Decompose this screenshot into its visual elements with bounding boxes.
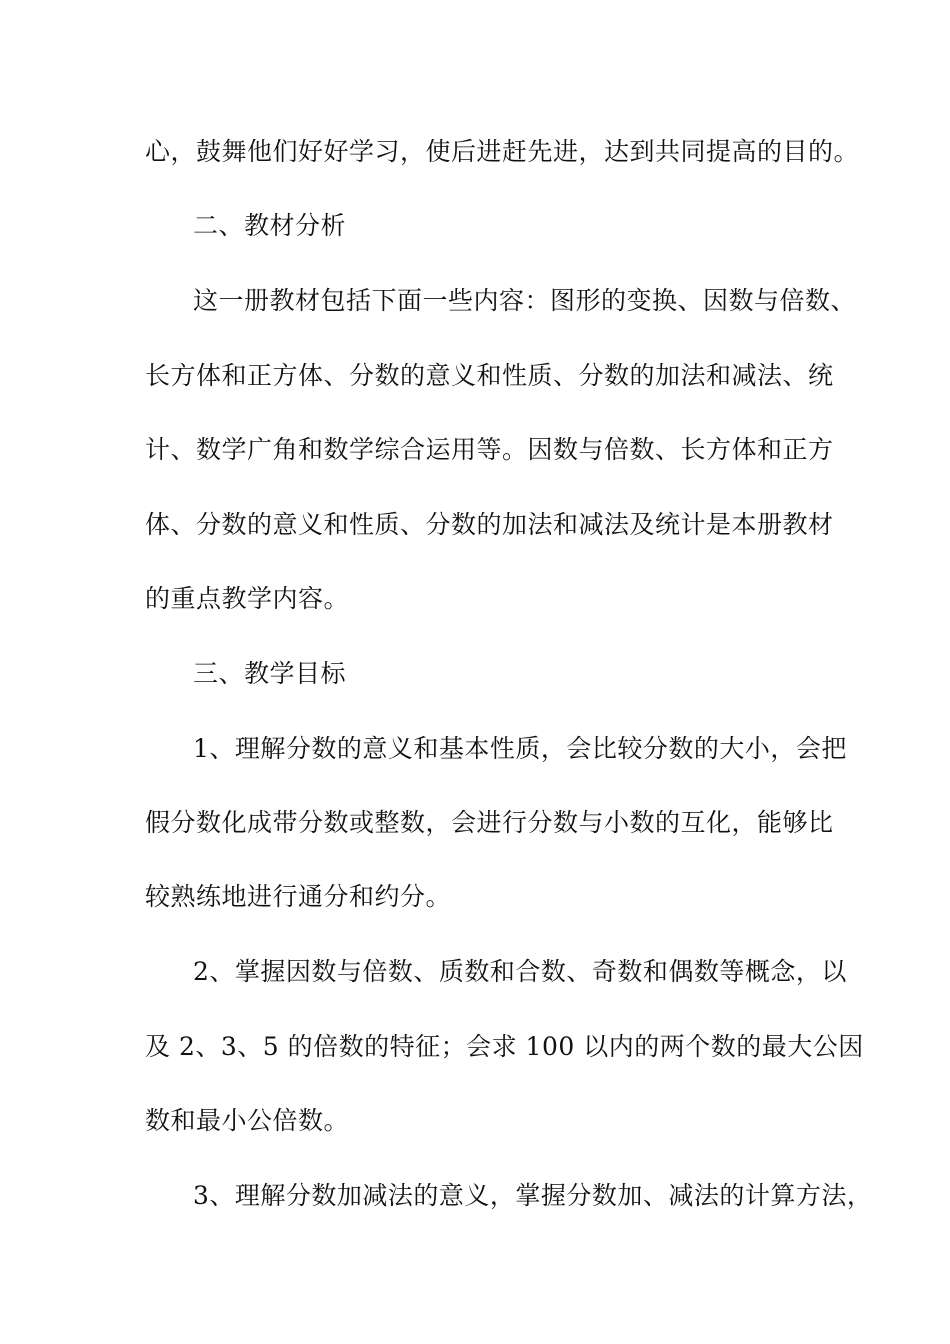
section-heading-materials: 二、教材分析 bbox=[193, 211, 347, 240]
paragraph-line: 2、掌握因数与倍数、质数和合数、奇数和偶数等概念，以 bbox=[193, 957, 847, 986]
paragraph-line: 数和最小公倍数。 bbox=[145, 1106, 350, 1135]
paragraph-line: 长方体和正方体、分数的意义和性质、分数的加法和减法、统 bbox=[145, 361, 834, 390]
paragraph-line: 较熟练地进行通分和约分。 bbox=[145, 882, 452, 911]
paragraph-line: 3、理解分数加减法的意义，掌握分数加、减法的计算方法， bbox=[193, 1181, 873, 1210]
paragraph-line: 1、理解分数的意义和基本性质，会比较分数的大小，会把 bbox=[193, 734, 847, 763]
section-heading-goals: 三、教学目标 bbox=[193, 659, 347, 688]
paragraph-line: 这一册教材包括下面一些内容：图形的变换、因数与倍数、 bbox=[193, 286, 857, 315]
paragraph-line: 心，鼓舞他们好好学习，使后进赶先进，达到共同提高的目的。 bbox=[145, 137, 860, 166]
paragraph-line: 体、分数的意义和性质、分数的加法和减法及统计是本册教材 bbox=[145, 510, 834, 539]
paragraph-line: 假分数化成带分数或整数，会进行分数与小数的互化，能够比 bbox=[145, 808, 834, 837]
paragraph-line: 计、数学广角和数学综合运用等。因数与倍数、长方体和正方 bbox=[145, 435, 834, 464]
paragraph-line: 的重点教学内容。 bbox=[145, 584, 350, 613]
paragraph-line: 及 2、3、5 的倍数的特征；会求 100 以内的两个数的最大公因 bbox=[145, 1032, 864, 1061]
